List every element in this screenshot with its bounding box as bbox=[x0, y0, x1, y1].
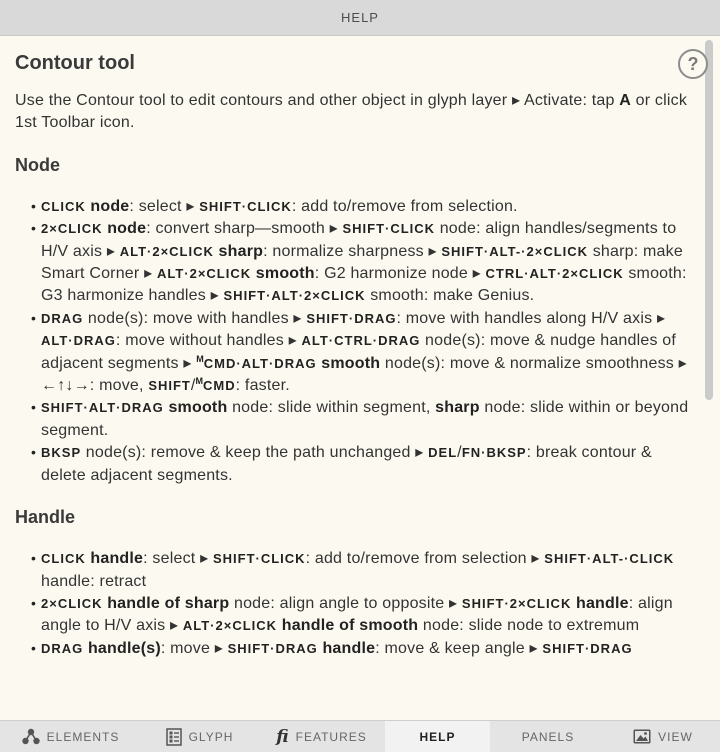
shortcut-key: SHIFT·2×CLICK bbox=[461, 595, 572, 611]
bold-term: handle bbox=[575, 594, 629, 612]
panel-title: HELP bbox=[341, 10, 379, 25]
shortcut-key: DRAG bbox=[41, 310, 84, 326]
text-run: : add to/remove from selection ▸ bbox=[305, 550, 545, 568]
text-run: Use the Contour tool to edit contours and other object in glyph layer ▸ Activate: tap bbox=[15, 92, 620, 109]
bold-term: handle bbox=[90, 550, 144, 568]
tab-label: ELEMENTS bbox=[46, 729, 120, 744]
help-content[interactable] bbox=[0, 36, 720, 720]
shortcut-key: ALT·2×CLICK bbox=[156, 266, 252, 282]
bold-term: node bbox=[107, 220, 147, 238]
intro-paragraph bbox=[15, 90, 696, 135]
scrollbar-thumb[interactable] bbox=[705, 40, 713, 400]
shortcut-key: SHIFT·ALT·DRAG bbox=[41, 400, 164, 416]
list-item bbox=[41, 218, 696, 308]
section-heading: Handle bbox=[15, 507, 76, 528]
shortcut-key: ALT·2×CLICK bbox=[119, 243, 214, 259]
shortcut-key: ALT·2×CLICK bbox=[182, 618, 278, 634]
text-run: sharp: make Smart Corner ▸ bbox=[41, 242, 683, 283]
bold-term: handle of sharp bbox=[107, 594, 230, 612]
question-mark-icon: ? bbox=[687, 53, 699, 74]
text-run: node(s): move with handles ▸ bbox=[83, 309, 307, 327]
glyph-icon bbox=[166, 728, 182, 746]
shortcut-key: CLICK bbox=[41, 198, 86, 214]
section-heading: Node bbox=[15, 154, 60, 175]
text-run: : add to/remove from selection. bbox=[291, 197, 518, 215]
bold-term: smooth bbox=[255, 265, 315, 283]
shortcut-key: SHIFT·CLICK bbox=[199, 198, 292, 214]
text-run: node: slide node to extremum bbox=[418, 617, 640, 635]
text-run: node(s): move & nudge handles of adjacent segments ▸ bbox=[41, 332, 677, 372]
shortcut-key: 2×CLICK bbox=[41, 595, 103, 611]
tab-glyph[interactable] bbox=[141, 721, 258, 752]
tab-label: VIEW bbox=[658, 729, 693, 744]
tab-label: HELP bbox=[419, 729, 456, 744]
text-run: : faster. bbox=[235, 377, 290, 395]
tab-view[interactable] bbox=[606, 721, 720, 752]
text-run: or click 1st Toolbar icon. bbox=[15, 92, 688, 132]
text-run: : select ▸ bbox=[143, 550, 213, 568]
text-run: node: slide within or beyond segment. bbox=[41, 399, 689, 439]
text-run: node(s): remove & keep the path unchanged ▸ bbox=[81, 444, 429, 462]
bold-term: handle of smooth bbox=[281, 617, 419, 635]
bold-term: handle(s) bbox=[87, 639, 161, 657]
modifier-superscript: M bbox=[195, 376, 204, 387]
text-run: : G2 harmonize node ▸ bbox=[314, 265, 486, 283]
list-item bbox=[41, 397, 696, 442]
shortcut-key: ALT·DRAG bbox=[41, 333, 116, 349]
bold-term: smooth bbox=[168, 399, 228, 417]
text-run: : move & keep angle ▸ bbox=[375, 639, 543, 657]
bold-term: sharp bbox=[218, 242, 264, 260]
bottom-tab-bar bbox=[0, 720, 720, 752]
shortcut-key: SHIFT·DRAG bbox=[227, 640, 318, 656]
list-item bbox=[41, 442, 696, 487]
shortcut-key: DRAG bbox=[41, 640, 84, 656]
bold-term: A bbox=[619, 92, 632, 109]
text-run: : normalize sharpness ▸ bbox=[263, 242, 442, 260]
page-title: Contour tool bbox=[15, 52, 135, 74]
text-run: / bbox=[190, 377, 196, 395]
shortcut-key: CTRL·ALT·2×CLICK bbox=[485, 266, 624, 282]
list-item bbox=[41, 548, 696, 593]
text-run: : break contour & delete adjacent segments. bbox=[41, 444, 652, 484]
shortcut-key: 2×CLICK bbox=[41, 221, 103, 237]
tab-features[interactable] bbox=[258, 721, 385, 752]
elements-icon bbox=[22, 728, 40, 745]
text-run: : move with handles along H/V axis ▸ bbox=[396, 309, 666, 327]
text-run: smooth: G3 harmonize handles ▸ bbox=[41, 265, 687, 305]
help-body bbox=[0, 36, 720, 660]
text-run: : align angle to H/V axis ▸ bbox=[41, 594, 673, 635]
shortcut-key: SHIFT·DRAG bbox=[542, 640, 633, 656]
list-item bbox=[41, 593, 696, 638]
text-run: node: slide within segment, bbox=[227, 399, 436, 417]
shortcut-key: CLICK bbox=[41, 551, 86, 567]
tab-label: FEATURES bbox=[295, 729, 367, 744]
shortcut-key: FN·BKSP bbox=[461, 445, 527, 461]
panel-header bbox=[0, 0, 720, 36]
text-run: : move ▸ bbox=[160, 639, 228, 657]
bold-term: sharp bbox=[435, 399, 480, 417]
text-run: node(s): move & normalize smoothness ▸ ←↑↓→: move, bbox=[41, 354, 687, 395]
text-run: node: align angle to opposite ▸ bbox=[229, 594, 462, 612]
text-run: : move without handles ▸ bbox=[115, 332, 302, 350]
tab-elements[interactable] bbox=[0, 721, 141, 752]
tab-help[interactable] bbox=[385, 721, 490, 752]
list-item bbox=[41, 308, 696, 398]
tab-label: GLYPH bbox=[188, 729, 234, 744]
modifier-superscript: M bbox=[196, 353, 204, 364]
shortcut-list bbox=[15, 548, 696, 660]
text-run: smooth: make Genius. bbox=[365, 287, 535, 305]
shortcut-key: DEL bbox=[428, 445, 458, 461]
shortcut-key: CMD bbox=[203, 378, 236, 394]
text-run: / bbox=[457, 444, 462, 462]
shortcut-key: SHIFT·ALT-·CLICK bbox=[544, 551, 675, 567]
features-icon: fi bbox=[276, 726, 289, 747]
tab-panels[interactable] bbox=[490, 721, 606, 752]
shortcut-key: SHIFT·CLICK bbox=[212, 551, 306, 567]
shortcut-key: SHIFT·DRAG bbox=[306, 310, 397, 326]
shortcut-key: SHIFT·ALT-·2×CLICK bbox=[441, 243, 589, 259]
bold-term: node bbox=[90, 197, 130, 215]
shortcut-key: ALT·CTRL·DRAG bbox=[301, 333, 421, 349]
text-run: handle: retract bbox=[41, 572, 147, 590]
text-run: : select ▸ bbox=[129, 197, 200, 215]
text-run: node: align handles/segments to H/V axis ▸ bbox=[41, 220, 677, 260]
text-run: : convert sharp—smooth ▸ bbox=[146, 220, 343, 238]
shortcut-key: SHIFT·ALT·2×CLICK bbox=[223, 288, 366, 304]
tab-label: PANELS bbox=[521, 729, 575, 744]
list-item bbox=[41, 196, 696, 218]
shortcut-key: SHIFT bbox=[148, 378, 191, 394]
shortcut-key: CMD·ALT·DRAG bbox=[203, 355, 317, 371]
view-icon bbox=[633, 729, 651, 744]
shortcut-list bbox=[15, 196, 696, 487]
bold-term: smooth bbox=[321, 354, 381, 372]
shortcut-key: BKSP bbox=[41, 445, 82, 461]
bold-term: handle bbox=[322, 639, 376, 657]
help-icon[interactable] bbox=[678, 49, 708, 79]
list-item bbox=[41, 638, 696, 660]
help-sections bbox=[15, 153, 696, 660]
shortcut-key: SHIFT·CLICK bbox=[342, 221, 436, 237]
